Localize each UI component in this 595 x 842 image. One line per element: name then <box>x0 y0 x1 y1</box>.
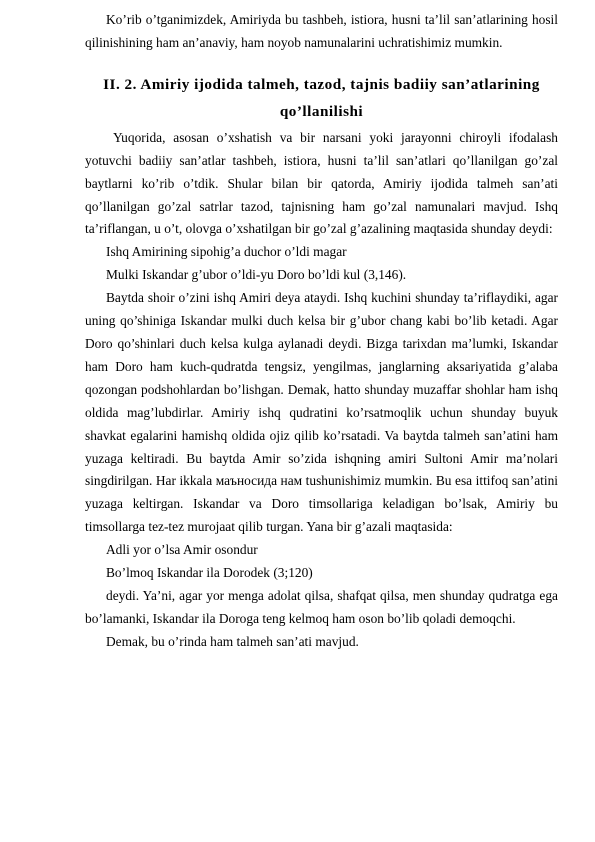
intro-paragraph: Ko’rib o’tganimizdek, Amiriyda bu tashbeh, istiora, husni ta’lil san’atlarining hosil qilinishining ham an’anaviy, ham noyob namunalarini uchratishimiz mumkin. <box>85 12 558 50</box>
document-page <box>85 9 558 654</box>
paragraph-2: Baytda shoir o’zini ishq Amiri deya ataydi. Ishq kuchini shunday ta’riflaydiki, agar uning qo’shiniga Iskandar mulki duch kelsa bir g’ubor chang kabi bo’lib ketadi. Agar Doro qo’shinlari duch kelsa kulga aylanadi deydi. Bizga tarixdan ma’lumki, Iskandar ham Doro ham kuch-qudratda tengsiz, yengilmas, janglarning aksariyatida g’alaba qozongan podshohlardan bo’lishgan. Demak, hatto shunday muzaffar shohlar ham ishq oldida mag’lubdirlar. Amiriy ishq qudratini ko’rsatmoqlik uchun shunday buyuk shavkat egalarini hamishq oldida ojiz qilib ko’rsatadi. Va baytda talmeh san’atini ham yuzaga keltiradi. Bu baytda Amir so’zida ishqning amiri Sultoni Amir ma’nolari singdirilgan. Har ikkala маъносида нам tushunishimiz mumkin. Bu esa ittifoq san’atini yuzaga keltirgan. Iskandar va Doro timsollariga keladigan bo’lsak, Amiriy bu timsollarga tez-tez murojaat qilib turgan. Yana bir g’azali maqtasida: <box>85 290 558 535</box>
section-heading <box>85 71 558 125</box>
verse-1-line-2: Mulki Iskandar g’ubor o’ldi-yu Doro bo’ldi kul (3,146). <box>106 267 407 283</box>
verse-1-line-1: Ishq Amirining sipohig’a duchor o’ldi magar <box>106 244 347 260</box>
section-heading-line1: II. 2. Amiriy ijodida talmeh, tazod, tajnis badiiy san’atlarining <box>103 75 540 93</box>
section-heading-line2: qo’llanilishi <box>279 102 364 120</box>
paragraph-3: deydi. Ya’ni, agar yor menga adolat qilsa, shafqat qilsa, men shunday qudratga ega bo’lamanki, Iskandar ila Doroga teng kelmoq ham oson bo’lib qoladi demoqchi. <box>85 587 558 626</box>
verse-2-line-2: Bo’lmoq Iskandar ila Dorodek (3;120) <box>106 565 313 581</box>
verse-2-line-1: Adli yor o’lsa Amir osondur <box>106 542 258 558</box>
paragraph-1: Yuqorida, asosan o’xshatish va bir narsani yoki jarayonni chiroyli ifodalash yotuvchi badiiy san’atlar tashbeh, istiora, husni ta’lil san’atlari qo’llanilgan go’zal baytlarni ko’rib o’tdik. Shular bilan bir qatorda, Amiriy ijodida talmeh san’ati qo’llanilgan go’zal satrlar tazod, tajnisning ham go’zal namunalari mavjud. Ishq ta’riflangan, u o’t, olovga o’xshatilgan bir go’zal g’azalining maqtasida shunday deydi: <box>85 129 558 237</box>
paragraph-4: Demak, bu o’rinda ham talmeh san’ati mavjud. <box>106 633 359 649</box>
